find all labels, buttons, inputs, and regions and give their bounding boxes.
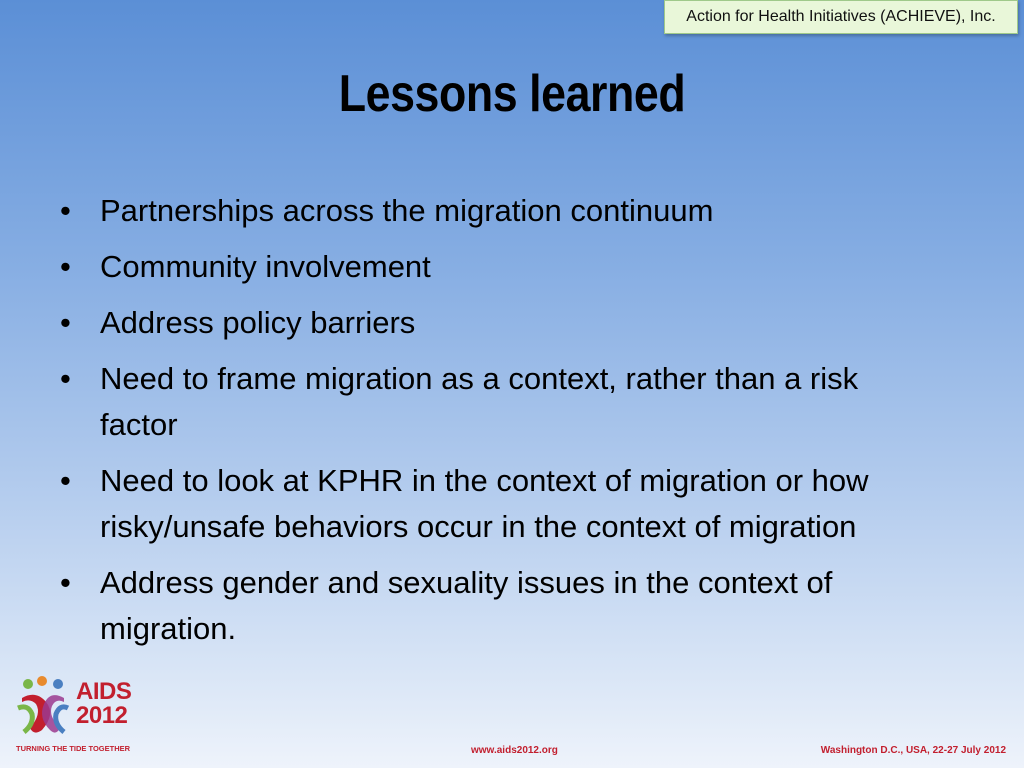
- list-item: [60, 458, 940, 550]
- organization-badge: [664, 0, 1018, 34]
- bullet-icon: •: [60, 463, 71, 498]
- conference-location-dates: Washington D.C., USA, 22-27 July 2012: [820, 745, 1006, 756]
- bullet-text: Address gender and sexuality issues in the context of migration.: [100, 565, 833, 646]
- bullet-icon: •: [60, 305, 71, 340]
- bullet-icon: •: [60, 249, 71, 284]
- bullet-text: Community involvement: [100, 249, 431, 284]
- bullet-icon: •: [60, 361, 71, 396]
- bullet-icon: •: [60, 565, 71, 600]
- logo-year: 2012: [76, 702, 128, 729]
- bullet-text: Address policy barriers: [100, 305, 416, 340]
- logo-name: AIDS: [76, 678, 132, 705]
- bullet-icon: •: [60, 193, 71, 228]
- list-item: [60, 244, 940, 290]
- slide-footer: [0, 660, 1024, 768]
- bullet-text: Partnerships across the migration continuum: [100, 193, 714, 228]
- bullet-text: Need to frame migration as a context, rather than a risk factor: [100, 361, 859, 442]
- website-link[interactable]: www.aids2012.org: [471, 745, 558, 756]
- slide-title: Lessons learned: [338, 65, 686, 123]
- aids2012-logo: [16, 674, 131, 756]
- list-item: [60, 300, 940, 346]
- list-item: [60, 356, 940, 448]
- logo-tagline: TURNING THE TIDE TOGETHER: [16, 744, 131, 753]
- list-item: [60, 188, 940, 234]
- bullet-text: Need to look at KPHR in the context of migration or how risky/unsafe behaviors occur in the context of migration: [100, 463, 869, 544]
- ribbon-figures-icon: [16, 674, 74, 740]
- organization-name: Action for Health Initiatives (ACHIEVE), Inc.: [686, 8, 996, 25]
- bullet-list: [60, 188, 940, 662]
- list-item: [60, 560, 940, 652]
